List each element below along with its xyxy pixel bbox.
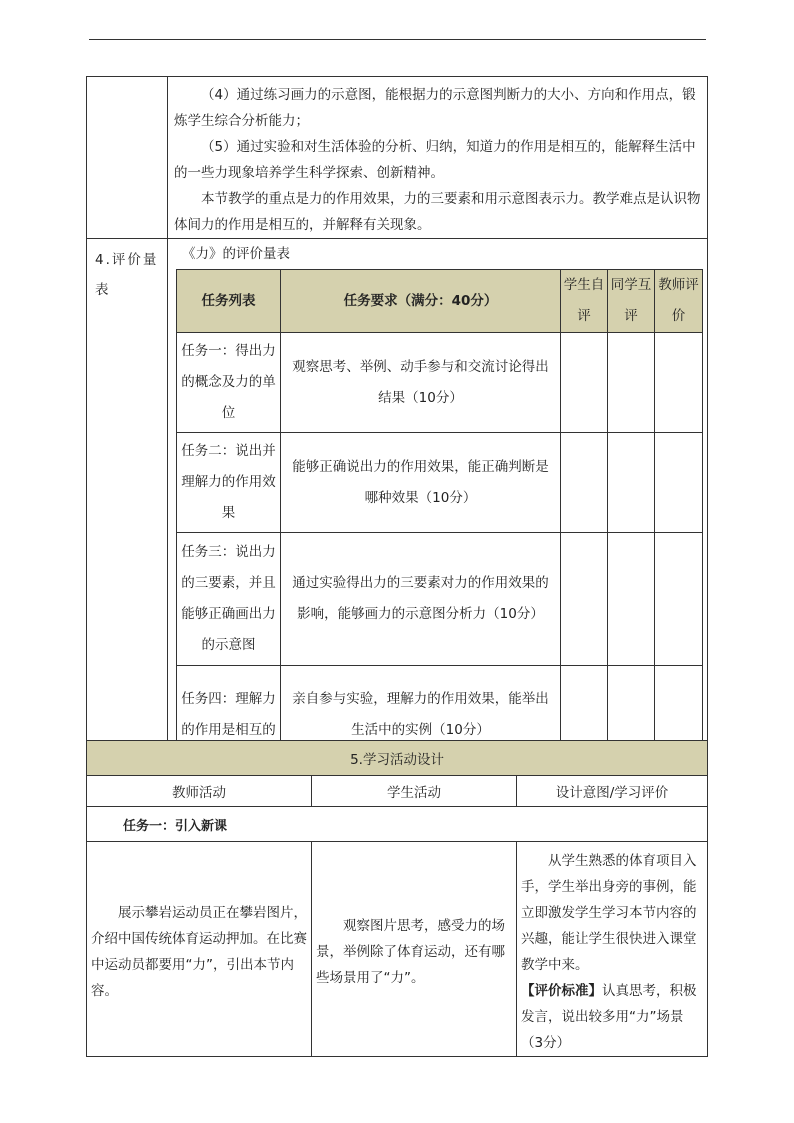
- student-activity-cell: [312, 842, 517, 1057]
- criteria-text: 认真思考，积极发言，说出较多用“力”场景（3分）: [521, 983, 697, 1051]
- score-cell[interactable]: [608, 433, 655, 533]
- score-cell[interactable]: [608, 533, 655, 666]
- evaluation-label: 4.评价量表: [95, 252, 159, 298]
- evaluation-row-3: [177, 533, 703, 666]
- activity-design-table: [86, 740, 708, 1057]
- col-teacher: 教师活动: [87, 776, 312, 807]
- header-self: 学生自评: [561, 270, 608, 333]
- header-peer: 同学互评: [608, 270, 655, 333]
- evaluation-title: 《力》的评价量表: [182, 246, 290, 262]
- task-name: 任务二：说出并理解力的作用效果: [177, 433, 281, 533]
- task-name: 任务四：理解力的作用是相互的: [177, 666, 281, 765]
- score-cell[interactable]: [561, 333, 608, 433]
- evaluation-label-cell: [87, 239, 168, 766]
- task-requirement: 通过实验得出力的三要素对力的作用效果的影响，能够画力的示意图分析力（10分）: [281, 533, 561, 666]
- task-name: 任务一：得出力的概念及力的单位: [177, 333, 281, 433]
- task-requirement: 亲自参与实验，理解力的作用效果，能举出生活中的实例（10分）: [281, 666, 561, 765]
- objectives-label-cell: [87, 77, 168, 239]
- evaluation-row-2: [177, 433, 703, 533]
- objectives-cell: [168, 77, 708, 239]
- criteria-label: 【评价标准】: [521, 983, 602, 999]
- header-req: 任务要求（满分：40分）: [281, 270, 561, 333]
- evaluation-header-row: [177, 270, 703, 333]
- task1-activity-row: [87, 842, 708, 1057]
- header-task: 任务列表: [177, 270, 281, 333]
- objectives-row: [87, 77, 708, 239]
- teacher-activity-cell: [87, 842, 312, 1057]
- task-requirement: 观察思考、举例、动手参与和交流讨论得出结果（10分）: [281, 333, 561, 433]
- lesson-plan-table: [86, 76, 708, 766]
- student-activity-text: 观察图片思考，感受力的场景，举例除了体育运动，还有哪些场景用了“力”。: [316, 918, 505, 986]
- task1-title: 任务一：引入新课: [87, 807, 708, 842]
- criteria: [521, 978, 703, 1056]
- task-requirement: 能够正确说出力的作用效果，能正确判断是哪种效果（10分）: [281, 433, 561, 533]
- score-cell[interactable]: [561, 433, 608, 533]
- score-cell[interactable]: [655, 333, 703, 433]
- evaluation-row-1: [177, 333, 703, 433]
- evaluation-cell: [168, 239, 708, 766]
- key-points: 本节教学的重点是力的作用效果，力的三要素和用示意图表示力。教学难点是认识物体间力的作用是相互的，并解释有关现象。: [174, 191, 701, 233]
- design-text: 从学生熟悉的体育项目入手，学生举出身旁的事例，能立即激发学生学习本节内容的兴趣，能让学生很快进入课堂教学中来。: [521, 853, 697, 973]
- design-cell: [517, 842, 708, 1057]
- objective-4: （4）通过练习画力的示意图，能根据力的示意图判断力的大小、方向和作用点，锻炼学生综合分析能力；: [174, 87, 696, 129]
- header-teacher: 教师评价: [655, 270, 703, 333]
- col-student: 学生活动: [312, 776, 517, 807]
- task-name: 任务三：说出力的三要素，并且能够正确画出力的示意图: [177, 533, 281, 666]
- score-cell[interactable]: [608, 333, 655, 433]
- score-cell[interactable]: [655, 533, 703, 666]
- teacher-activity-text: 展示攀岩运动员正在攀岩图片，介绍中国传统体育运动押加。在比赛中运动员都要用“力”，引出本节内容。: [91, 905, 307, 999]
- score-cell[interactable]: [655, 433, 703, 533]
- score-cell[interactable]: [561, 533, 608, 666]
- section-title: 5.学习活动设计: [87, 741, 708, 776]
- evaluation-table: [176, 269, 703, 765]
- evaluation-row: [87, 239, 708, 766]
- objective-5: （5）通过实验和对生活体验的分析、归纳，知道力的作用是相互的，能解释生活中的一些力现象培养学生科学探索、创新精神。: [174, 139, 696, 181]
- header-rule: [89, 39, 706, 40]
- col-design: 设计意图/学习评价: [517, 776, 708, 807]
